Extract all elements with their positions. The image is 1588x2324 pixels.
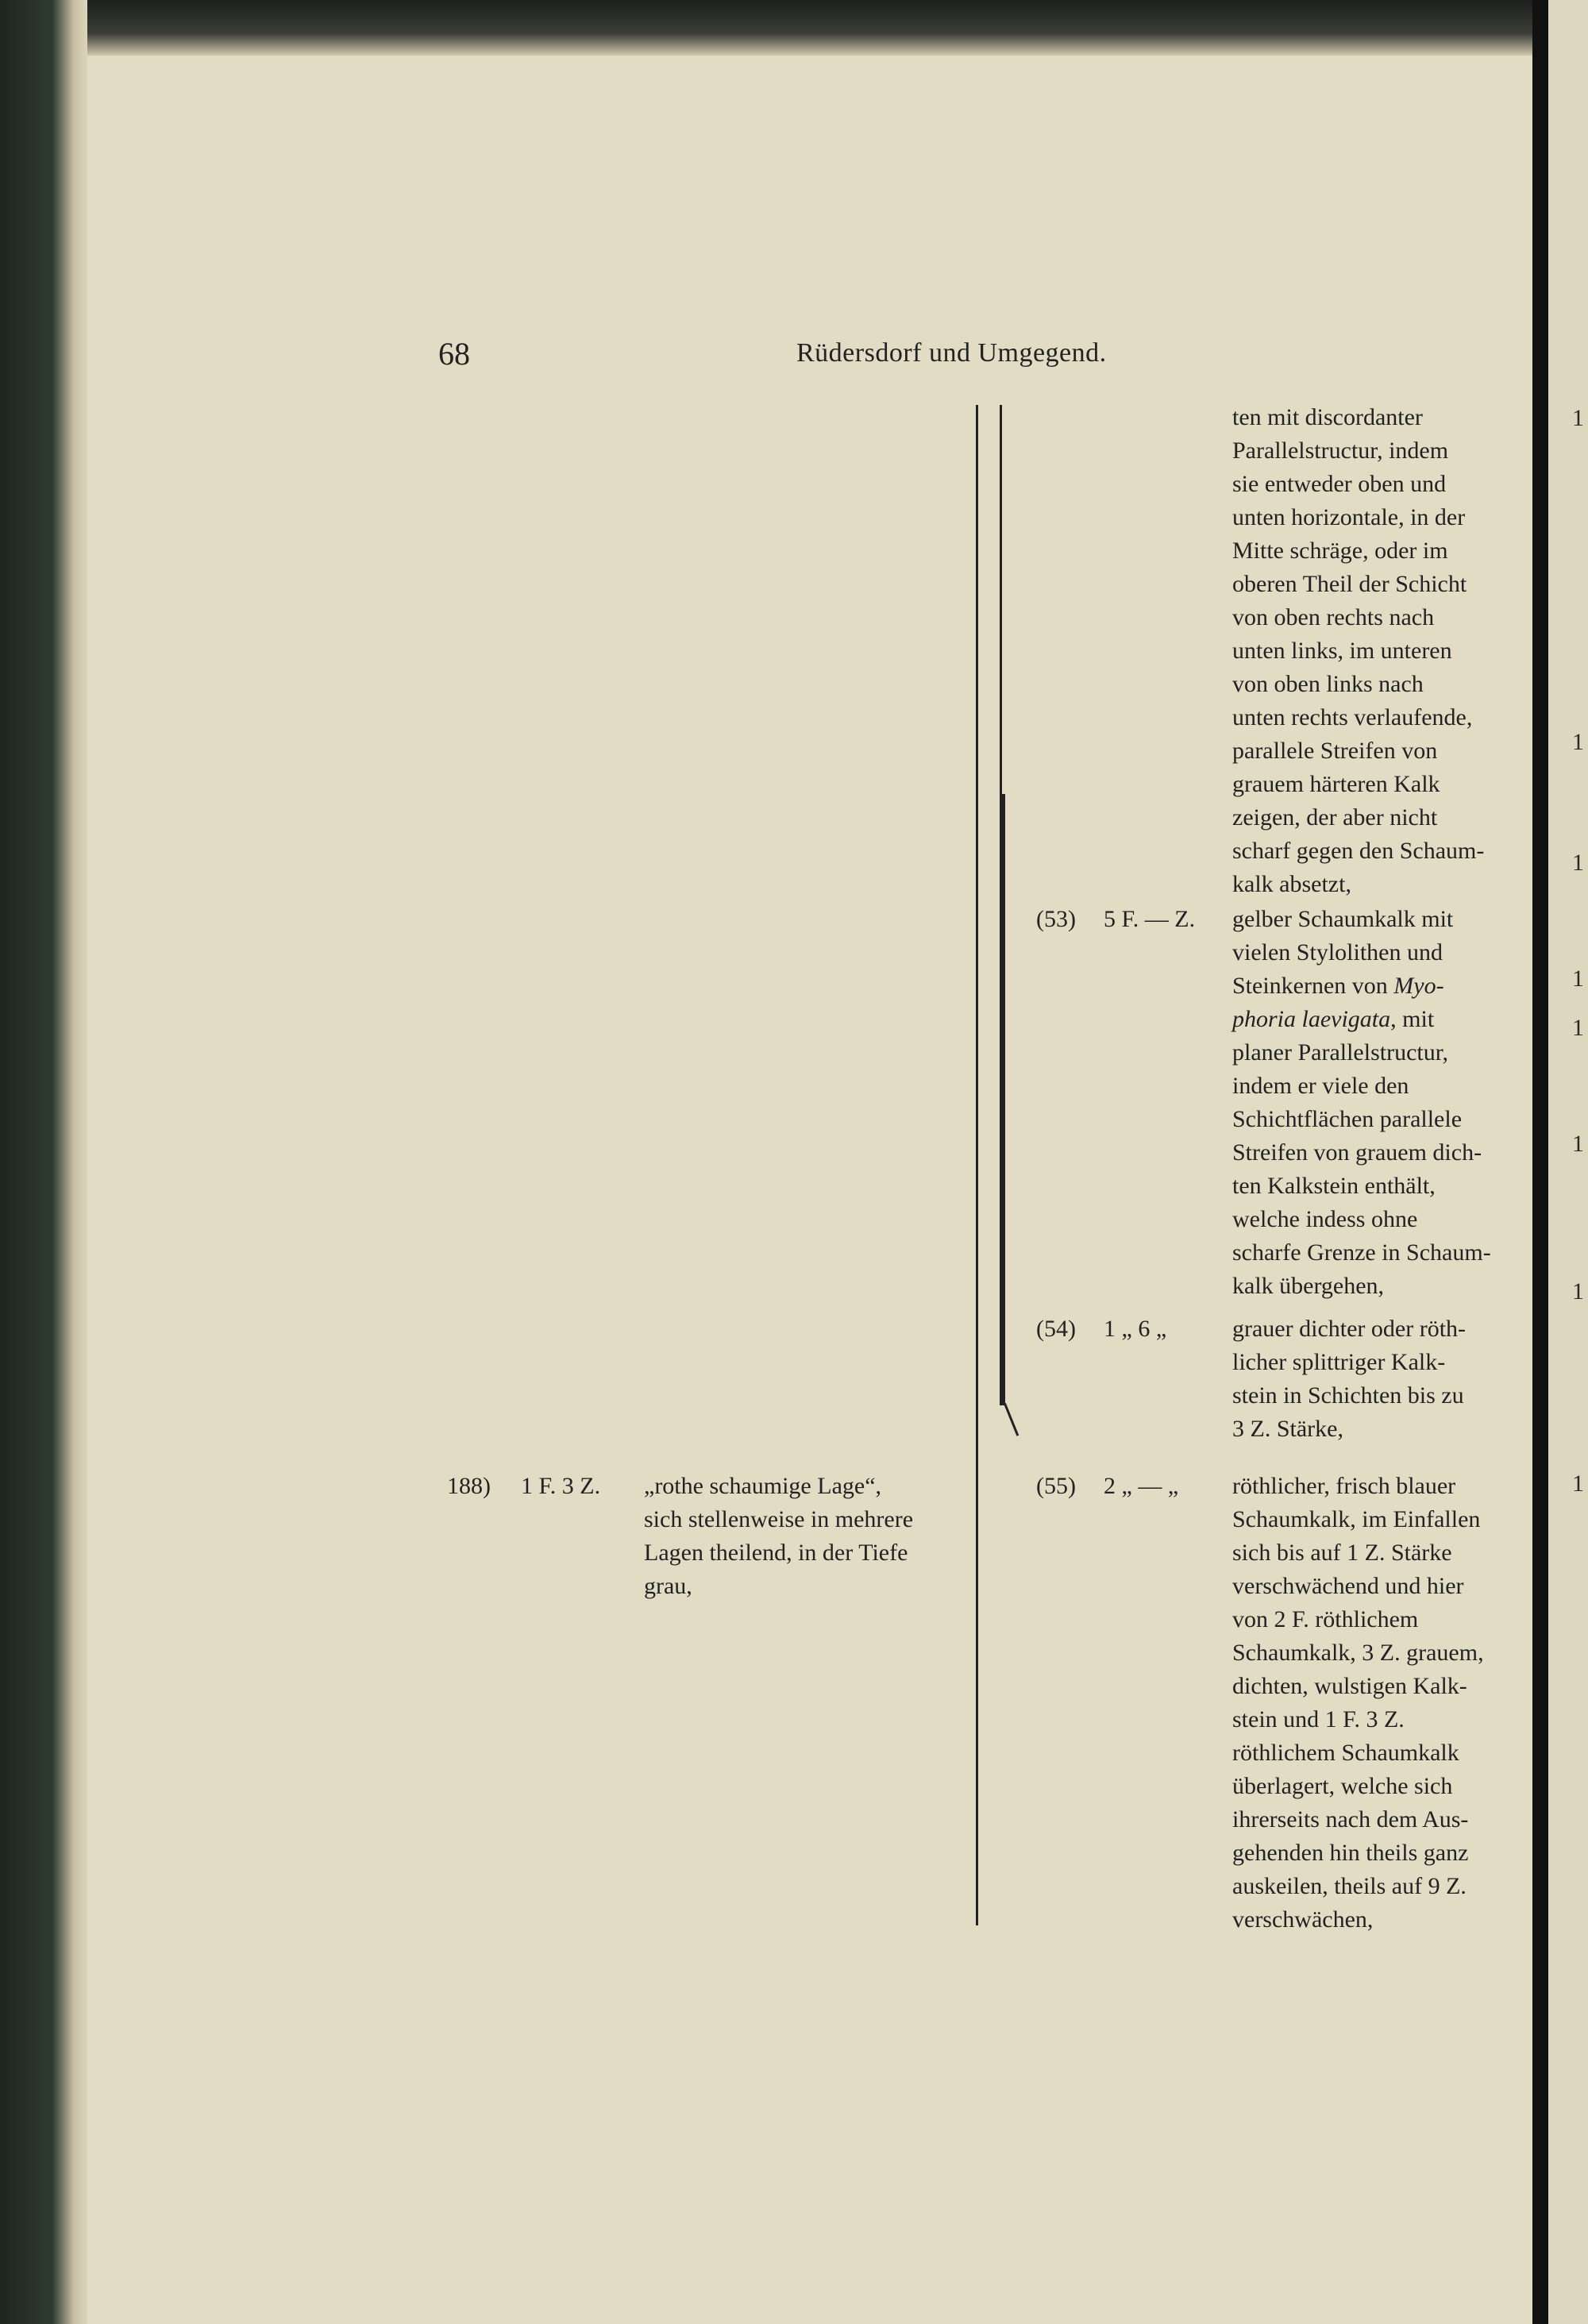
entry-54-measure: 1 „ 6 „ (1104, 1316, 1167, 1342)
text-line: röthlicher, frisch blauer (1232, 1473, 1456, 1499)
species-name: Myo- (1393, 973, 1444, 999)
text-line: von oben links nach (1232, 671, 1424, 697)
entry-55-description (1232, 1470, 1510, 1937)
text-line: von 2 F. röthlichem (1232, 1606, 1419, 1632)
entry-188-number: 188) (447, 1473, 491, 1499)
text-line: kalk absetzt, (1232, 871, 1351, 897)
text-line: Lagen theilend, in der Tiefe (644, 1540, 908, 1566)
text-line: kalk übergehen, (1232, 1273, 1385, 1299)
text-line: Streifen von grauem dich- (1232, 1139, 1482, 1166)
text-line: Schichtflächen parallele (1232, 1106, 1463, 1132)
text-line: Schaumkalk, im Einfallen (1232, 1506, 1481, 1532)
text-span: Steinkernen von (1232, 973, 1394, 999)
text-line: auskeilen, theils auf 9 Z. (1232, 1873, 1467, 1899)
text-line: sie entweder oben und (1232, 471, 1447, 497)
margin-fragment: 1 (1572, 405, 1584, 431)
margin-fragment: 1 (1572, 850, 1584, 876)
text-line: sich bis auf 1 Z. Stärke (1232, 1540, 1452, 1566)
entry-55-number: (55) (1036, 1473, 1076, 1499)
text-line: parallele Streifen von (1232, 738, 1438, 764)
book-gutter (1532, 0, 1548, 2324)
text-line: ten mit discordanter (1232, 404, 1423, 430)
text-line: „rothe schaumige Lage“, (644, 1473, 882, 1499)
text-line: zeigen, der aber nicht (1232, 804, 1438, 831)
margin-fragment: 1 (1572, 1015, 1584, 1041)
text-line: sich stellenweise in mehrere (644, 1506, 914, 1532)
text-line: gelber Schaumkalk mit (1232, 906, 1454, 932)
running-head: Rüdersdorf und Umgegend. (796, 338, 1107, 368)
text-line: indem er viele den (1232, 1073, 1409, 1099)
text-line: Schaumkalk, 3 Z. grauem, (1232, 1640, 1484, 1666)
text-line: ten Kalkstein enthält, (1232, 1173, 1436, 1199)
text-span: , mit (1390, 1006, 1435, 1032)
entry-54-description (1232, 1312, 1510, 1446)
text-line: grauer dichter oder röth- (1232, 1316, 1467, 1342)
entry-number: (53) (1036, 906, 1076, 932)
text-line: scharf gegen den Schaum- (1232, 838, 1485, 864)
text-line: verschwächend und hier (1232, 1573, 1464, 1599)
species-name: phoria laevigata (1232, 1006, 1391, 1032)
text-line: oberen Theil der Schicht (1232, 571, 1467, 597)
text-line: unten rechts verlaufende, (1232, 704, 1473, 730)
text-line: grauem härteren Kalk (1232, 771, 1440, 797)
column-rule (976, 405, 978, 1925)
book-edge (0, 0, 87, 2324)
text-line: grau, (644, 1573, 692, 1599)
continuation-paragraph (1232, 401, 1510, 901)
text-line: scharfe Grenze in Schaum- (1232, 1239, 1491, 1266)
entry-53-description (1232, 903, 1510, 1303)
page-number: 68 (438, 336, 470, 372)
text-line: planer Parallelstructur, (1232, 1039, 1449, 1066)
text-line: verschwächen, (1232, 1906, 1374, 1933)
text-line (1232, 969, 1510, 1003)
text-line: Parallelstructur, indem (1232, 437, 1449, 464)
margin-fragment: 1 (1572, 1278, 1584, 1305)
text-line: von oben rechts nach (1232, 604, 1435, 630)
text-line: unten horizontale, in der (1232, 504, 1466, 530)
entry-53-measure: 5 F. — Z. (1104, 906, 1196, 932)
entry-55-measure: 2 „ — „ (1104, 1473, 1179, 1499)
text-line (1232, 1003, 1510, 1036)
text-line: Mitte schräge, oder im (1232, 538, 1448, 564)
column-rule-bracket (1001, 794, 1005, 1405)
entry-188-description (644, 1470, 966, 1603)
text-line: vielen Stylolithen und (1232, 939, 1443, 965)
text-line: 3 Z. Stärke, (1232, 1416, 1343, 1442)
entry-54-number: (54) (1036, 1316, 1076, 1342)
margin-fragment: 1 (1572, 729, 1584, 755)
text-line: gehenden hin theils ganz (1232, 1840, 1469, 1866)
text-line: welche indess ohne (1232, 1206, 1418, 1232)
entry-188-measure: 1 F. 3 Z. (521, 1473, 601, 1499)
margin-fragment: 1 (1572, 965, 1584, 992)
text-line: licher splittriger Kalk- (1232, 1349, 1446, 1375)
text-line: stein und 1 F. 3 Z. (1232, 1706, 1405, 1732)
text-line: überlagert, welche sich (1232, 1773, 1453, 1799)
margin-fragment: 1 (1572, 1470, 1584, 1497)
entry-53-number (1036, 903, 1076, 936)
text-line: röthlichem Schaumkalk (1232, 1740, 1459, 1766)
page-top-edge (87, 0, 1548, 56)
adjacent-page-fragment (1548, 0, 1588, 2324)
margin-fragment: 1 (1572, 1131, 1584, 1157)
text-line: stein in Schichten bis zu (1232, 1382, 1464, 1409)
text-line: ihrerseits nach dem Aus- (1232, 1806, 1469, 1833)
text-line: dichten, wulstigen Kalk- (1232, 1673, 1467, 1699)
text-line: unten links, im unteren (1232, 638, 1452, 664)
